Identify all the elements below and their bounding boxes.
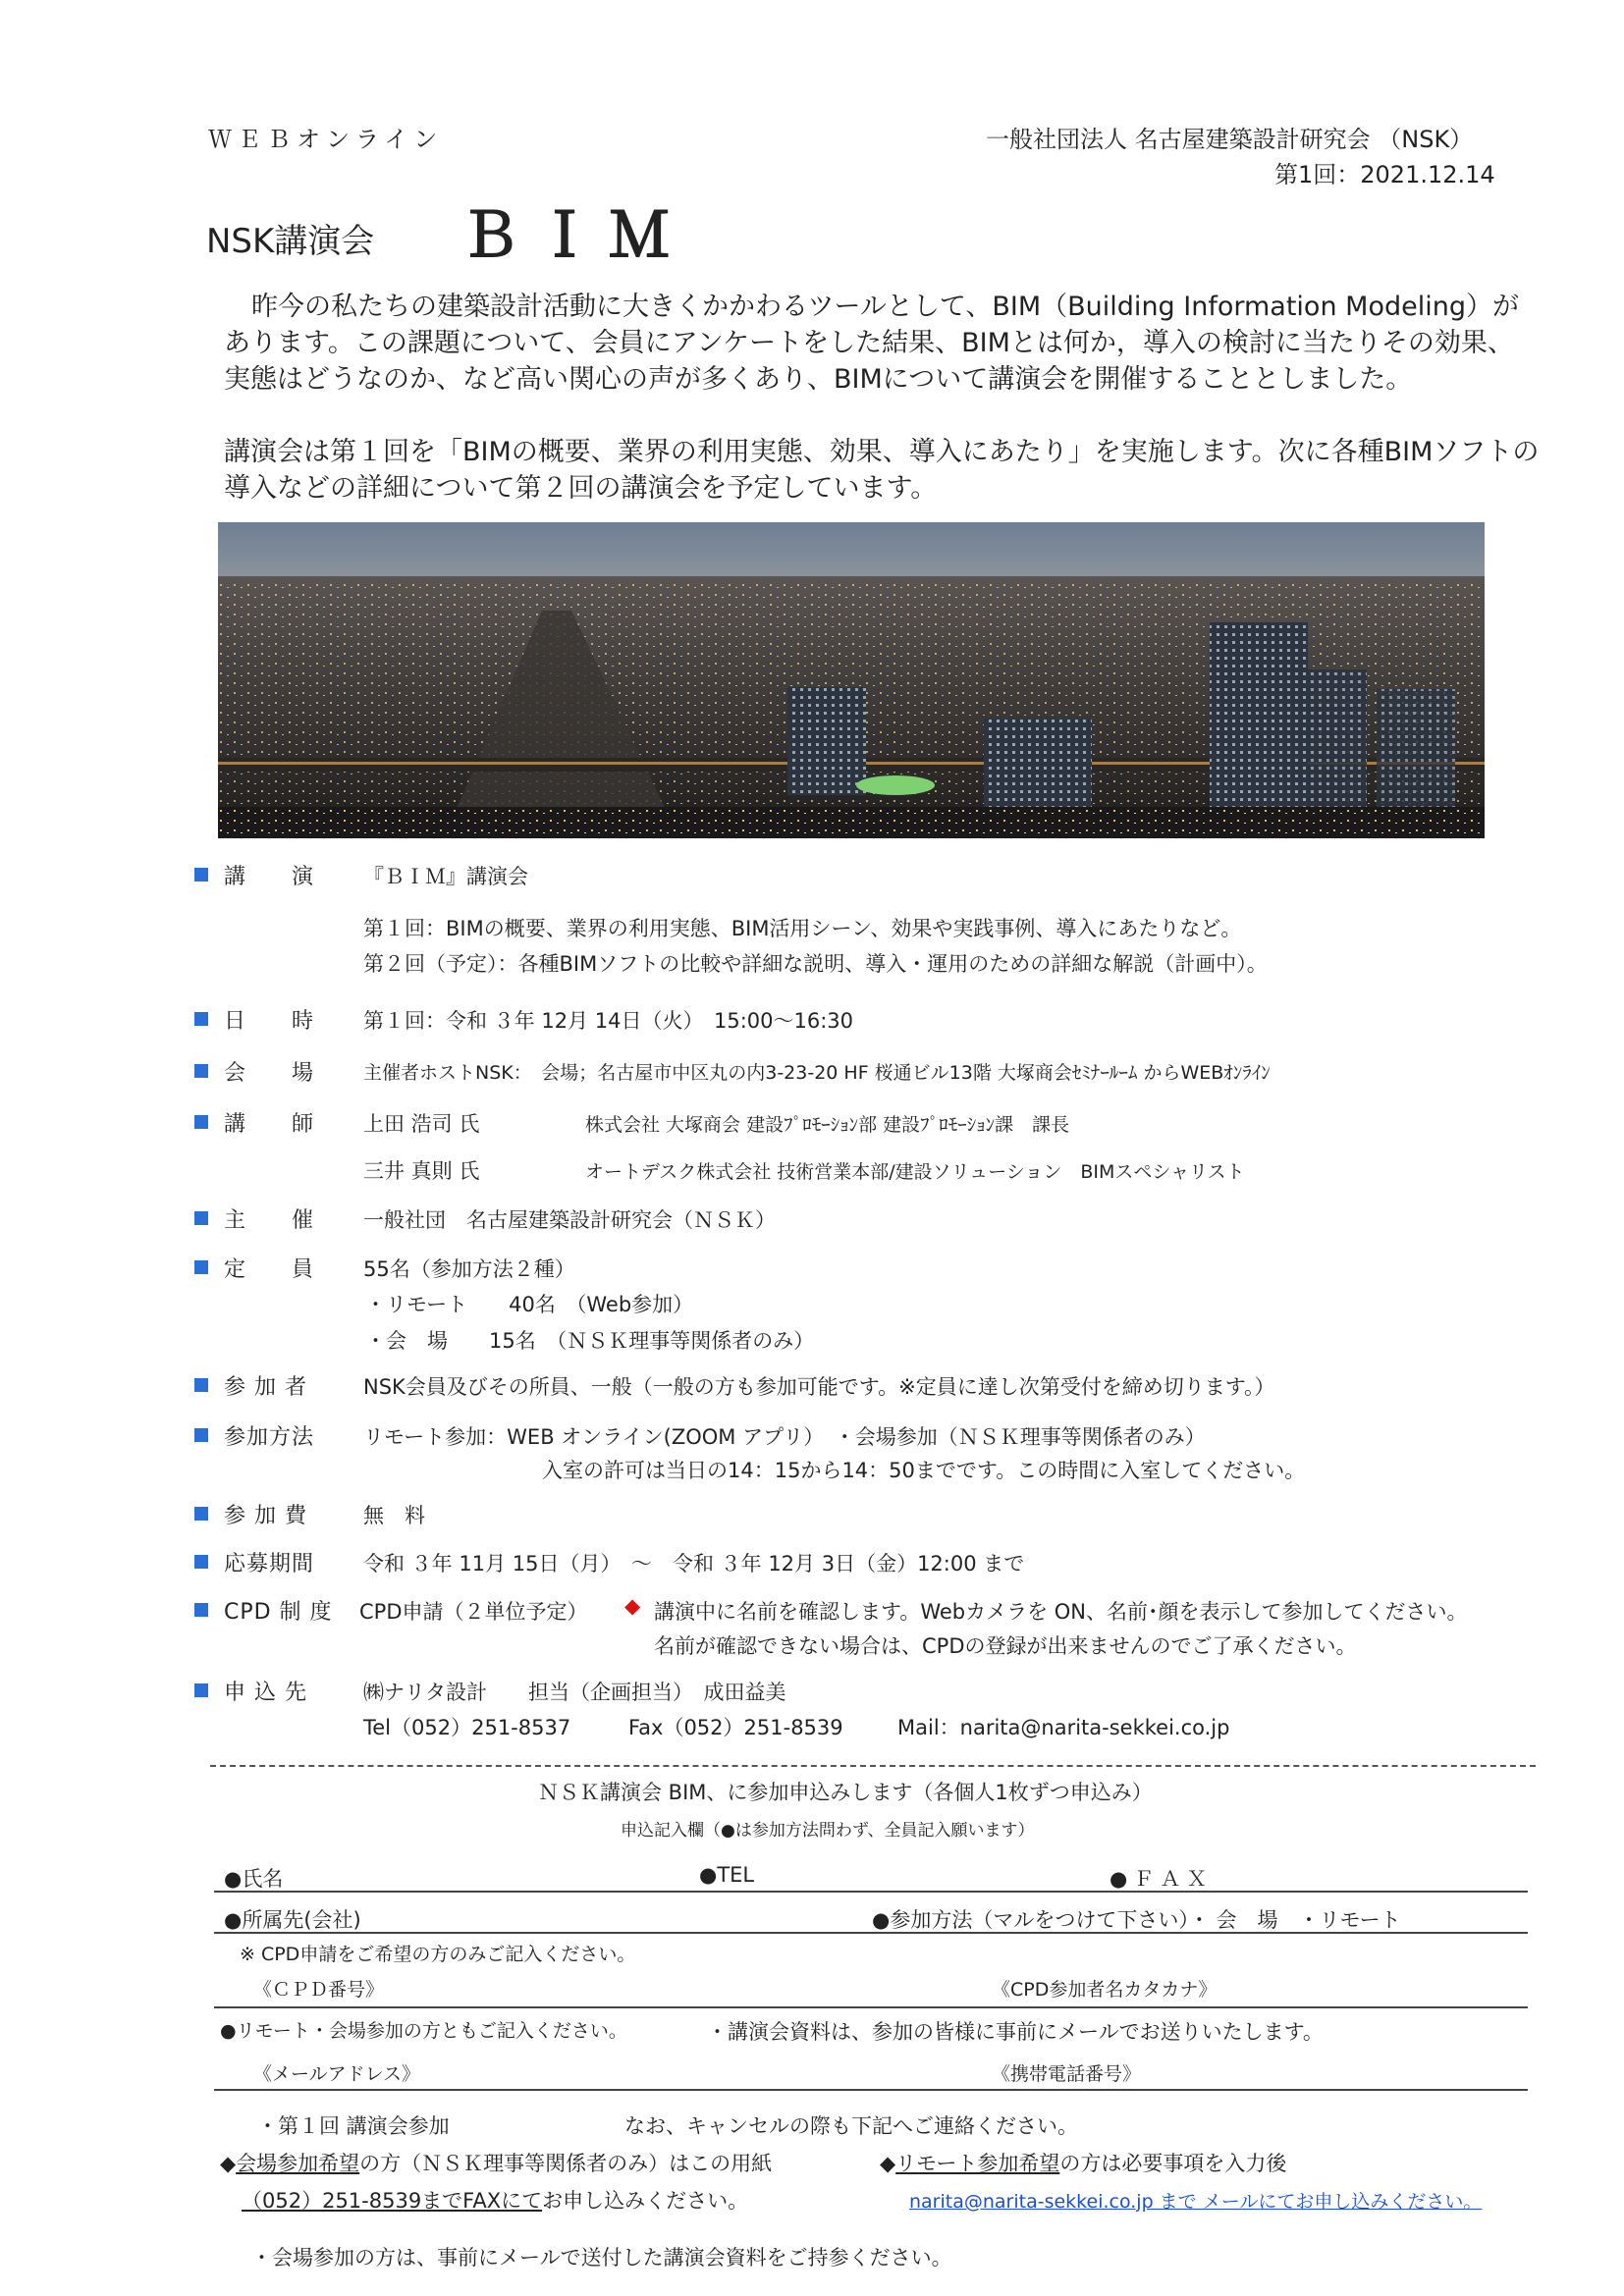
speaker-2-affiliation: オートデスク株式会社 技術営業本部/建設ソリューション BIMスペシャリスト bbox=[585, 1161, 1245, 1183]
capacity-remote: ・リモート 40名 （Web参加） bbox=[365, 1293, 694, 1316]
remote-text: の方は必要事項を入力後 bbox=[1059, 2152, 1287, 2175]
bullet-icon bbox=[194, 1507, 208, 1521]
form-heading: ＮＳＫ講演会 BIM、に参加申込みします（各個人1枚ずつ申込み） bbox=[538, 1781, 1153, 1804]
onsite-text: の方（ＮＳＫ理事等関係者のみ）はこの用紙 bbox=[359, 2152, 773, 2175]
email-link[interactable]: narita@narita-sekkei.co.jp まで メールにてお申し込みください。 bbox=[909, 2191, 1483, 2213]
label-fee: 参 加 費 bbox=[224, 1504, 307, 1528]
label-method: 参加方法 bbox=[224, 1425, 315, 1450]
venue-value: 主催者ホストNSK： 会場；名古屋市中区丸の内3-23-20 HF 桜通ビル13階 大塚商会ｾﾐﾅｰﾙｰﾑ からWEBｵﾝﾗｲﾝ bbox=[363, 1062, 1271, 1084]
lecture-session-1: 第１回：BIMの概要、業界の利用実態、BIM活用シーン、効果や実践事例、導入にあたりなど。 bbox=[363, 917, 1242, 940]
label-period: 応募期間 bbox=[224, 1552, 315, 1576]
onsite-instruction bbox=[220, 2148, 772, 2177]
remote-link[interactable]: リモート参加希望 bbox=[895, 2152, 1060, 2175]
field-mobile[interactable]: 《携帯電話番号》 bbox=[992, 2063, 1142, 2085]
bullet-icon bbox=[194, 1378, 208, 1392]
datetime-value: 第１回：令和 ３年 12月 14日（火） 15:00～16:30 bbox=[363, 1009, 854, 1033]
lecture-session-2: 第２回（予定）：各種BIMソフトの比較や詳細な説明、導入・運用のための詳細な解説（計画中）。 bbox=[363, 952, 1268, 976]
session-1-participation[interactable]: ・第１回 講演会参加 bbox=[257, 2114, 450, 2138]
field-tel[interactable]: ●TEL bbox=[699, 1863, 755, 1887]
remote-form-note: ●リモート・会場参加の方ともご記入ください。 bbox=[220, 2020, 627, 2042]
field-cpd-number[interactable]: 《ＣＰＤ番号》 bbox=[253, 1979, 385, 2001]
field-fax[interactable]: ●ＦＡＸ bbox=[1110, 1867, 1214, 1891]
organizer-value: 一般社団 名古屋建築設計研究会（ＮＳＫ） bbox=[363, 1208, 776, 1232]
field-cpd-name[interactable]: 《CPD参加者名カタカナ》 bbox=[992, 1979, 1218, 2001]
bring-materials-note: ・会場参加の方は、事前にメールで送付した講演会資料をご持参ください。 bbox=[251, 2246, 952, 2269]
divider bbox=[214, 2089, 1528, 2091]
label-capacity: 定 員 bbox=[224, 1257, 315, 1282]
header-session-date: 第1回：2021.12.14 bbox=[1274, 161, 1495, 188]
header-left: ＷＥＢオンライン bbox=[208, 126, 444, 153]
diamond-icon: ◆ bbox=[880, 2152, 896, 2175]
label-contact: 申 込 先 bbox=[224, 1681, 307, 1705]
speaker-2-name: 三井 真則 氏 bbox=[363, 1159, 480, 1183]
label-venue: 会 場 bbox=[224, 1061, 315, 1086]
cancel-note: なお、キャンセルの際も下記へご連絡ください。 bbox=[624, 2114, 1078, 2138]
field-method[interactable]: ●参加方法（マルをつけて下さい）・ 会 場 ・リモート bbox=[872, 1908, 1401, 1932]
label-participants: 参 加 者 bbox=[224, 1375, 307, 1400]
bullet-icon bbox=[194, 1211, 208, 1225]
material-note: ・講演会資料は、参加の皆様に事前にメールでお送りいたします。 bbox=[707, 2020, 1324, 2044]
bullet-icon bbox=[194, 1683, 208, 1697]
bullet-icon bbox=[194, 1012, 208, 1026]
speaker-1-affiliation: 株式会社 大塚商会 建設ﾌﾟﾛﾓｰｼｮﾝ部 建設ﾌﾟﾛﾓｰｼｮﾝ課 課長 bbox=[585, 1114, 1070, 1136]
label-speakers: 講 師 bbox=[224, 1112, 315, 1137]
intro-paragraph-1: 昨今の私たちの建築設計活動に大きくかかわるツールとして、BIM（Building Information Modeling）があります。この課題について、会員にアンケートをした結果、BIMとは何か，導入の検討に当たりその効果、実態はどうなのか、など高い関心の声が多くあり、BIMについて講演会を開催することとしました。 bbox=[224, 292, 1519, 395]
divider bbox=[210, 1765, 1536, 1767]
field-name[interactable]: ●氏名 bbox=[224, 1867, 284, 1891]
cpd-note-2: 名前が確認できない場合は、CPDの登録が出来ませんのでご了承ください。 bbox=[654, 1634, 1357, 1658]
bullet-icon bbox=[194, 1555, 208, 1569]
diamond-icon: ◆ bbox=[624, 1594, 641, 1618]
bullet-icon bbox=[194, 1428, 208, 1442]
page-title: ＢＩＭ bbox=[460, 199, 684, 271]
fax-number-link[interactable]: （052）251-8539までFAXにて bbox=[242, 2189, 543, 2213]
city-night-photo bbox=[218, 522, 1485, 838]
form-subheading: 申込記入欄（●は参加方法問わず、全員記入願います） bbox=[621, 1821, 1035, 1841]
label-datetime: 日 時 bbox=[224, 1009, 315, 1034]
cpd-value: CPD申請（２単位予定） bbox=[359, 1600, 588, 1624]
header-org: 一般社団法人 名古屋建築設計研究会 （NSK） bbox=[986, 126, 1474, 153]
contact-value: ㈱ナリタ設計 担当（企画担当） 成田益美 bbox=[363, 1681, 786, 1704]
bullet-icon bbox=[194, 1115, 208, 1129]
bullet-icon bbox=[194, 1260, 208, 1274]
fee-value: 無 料 bbox=[363, 1504, 425, 1527]
title-prefix: NSK講演会 bbox=[206, 222, 375, 261]
lecture-value: 『ＢＩＭ』講演会 bbox=[363, 865, 528, 888]
divider bbox=[214, 1891, 1528, 1893]
cpd-form-note: ※ CPD申請をご希望の方のみご記入ください。 bbox=[240, 1944, 636, 1965]
label-cpd: CPD 制 度 bbox=[224, 1600, 333, 1625]
capacity-onsite: ・会 場 15名 （ＮＳＫ理事等関係者のみ） bbox=[365, 1329, 815, 1353]
divider bbox=[214, 1932, 1528, 1934]
cpd-note-1: 講演中に名前を確認します。Webカメラを ON、名前･顔を表示して参加してください。 bbox=[654, 1600, 1468, 1624]
intro-paragraph-2: 講演会は第１回を「BIMの概要、業界の利用実態、効果、導入にあたり」を実施します。次に各種BIMソフトの導入などの詳細について第２回の講演会を予定しています。 bbox=[224, 437, 1540, 504]
field-email[interactable]: 《メールアドレス》 bbox=[253, 2063, 421, 2085]
bullet-icon bbox=[194, 868, 208, 881]
fax-instruction-rest: お申し込みください。 bbox=[542, 2189, 749, 2213]
participants-value: NSK会員及びその所員、一般（一般の方も参加可能です。※定員に達し次第受付を締め切ります。） bbox=[363, 1375, 1275, 1399]
method-value: リモート参加：WEB オンライン(ZOOM アプリ） ・会場参加（ＮＳＫ理事等関係者のみ） bbox=[363, 1425, 1206, 1449]
contact-fax: Fax（052）251-8539 bbox=[628, 1716, 843, 1739]
speaker-1-name: 上田 浩司 氏 bbox=[363, 1112, 480, 1136]
bullet-icon bbox=[194, 1064, 208, 1078]
contact-mail: Mail：narita@narita-sekkei.co.jp bbox=[897, 1716, 1230, 1739]
onsite-link[interactable]: 会場参加希望 bbox=[236, 2152, 360, 2175]
remote-instruction bbox=[880, 2148, 1286, 2177]
label-organizer: 主 催 bbox=[224, 1208, 315, 1233]
field-affiliation[interactable]: ●所属先(会社) bbox=[224, 1908, 361, 1932]
fax-instruction bbox=[242, 2185, 748, 2215]
bullet-icon bbox=[194, 1603, 208, 1617]
contact-tel: Tel（052）251-8537 bbox=[363, 1716, 571, 1739]
label-lecture: 講 演 bbox=[224, 865, 315, 889]
divider bbox=[214, 2006, 1528, 2008]
diamond-icon: ◆ bbox=[220, 2152, 237, 2175]
period-value: 令和 ３年 11月 15日（月） ～ 令和 ３年 12月 3日（金）12:00 まで bbox=[363, 1552, 1025, 1575]
method-note: 入室の許可は当日の14：15から14：50までです。この時間に入室してください。 bbox=[542, 1459, 1306, 1482]
capacity-value: 55名（参加方法２種） bbox=[363, 1257, 575, 1281]
